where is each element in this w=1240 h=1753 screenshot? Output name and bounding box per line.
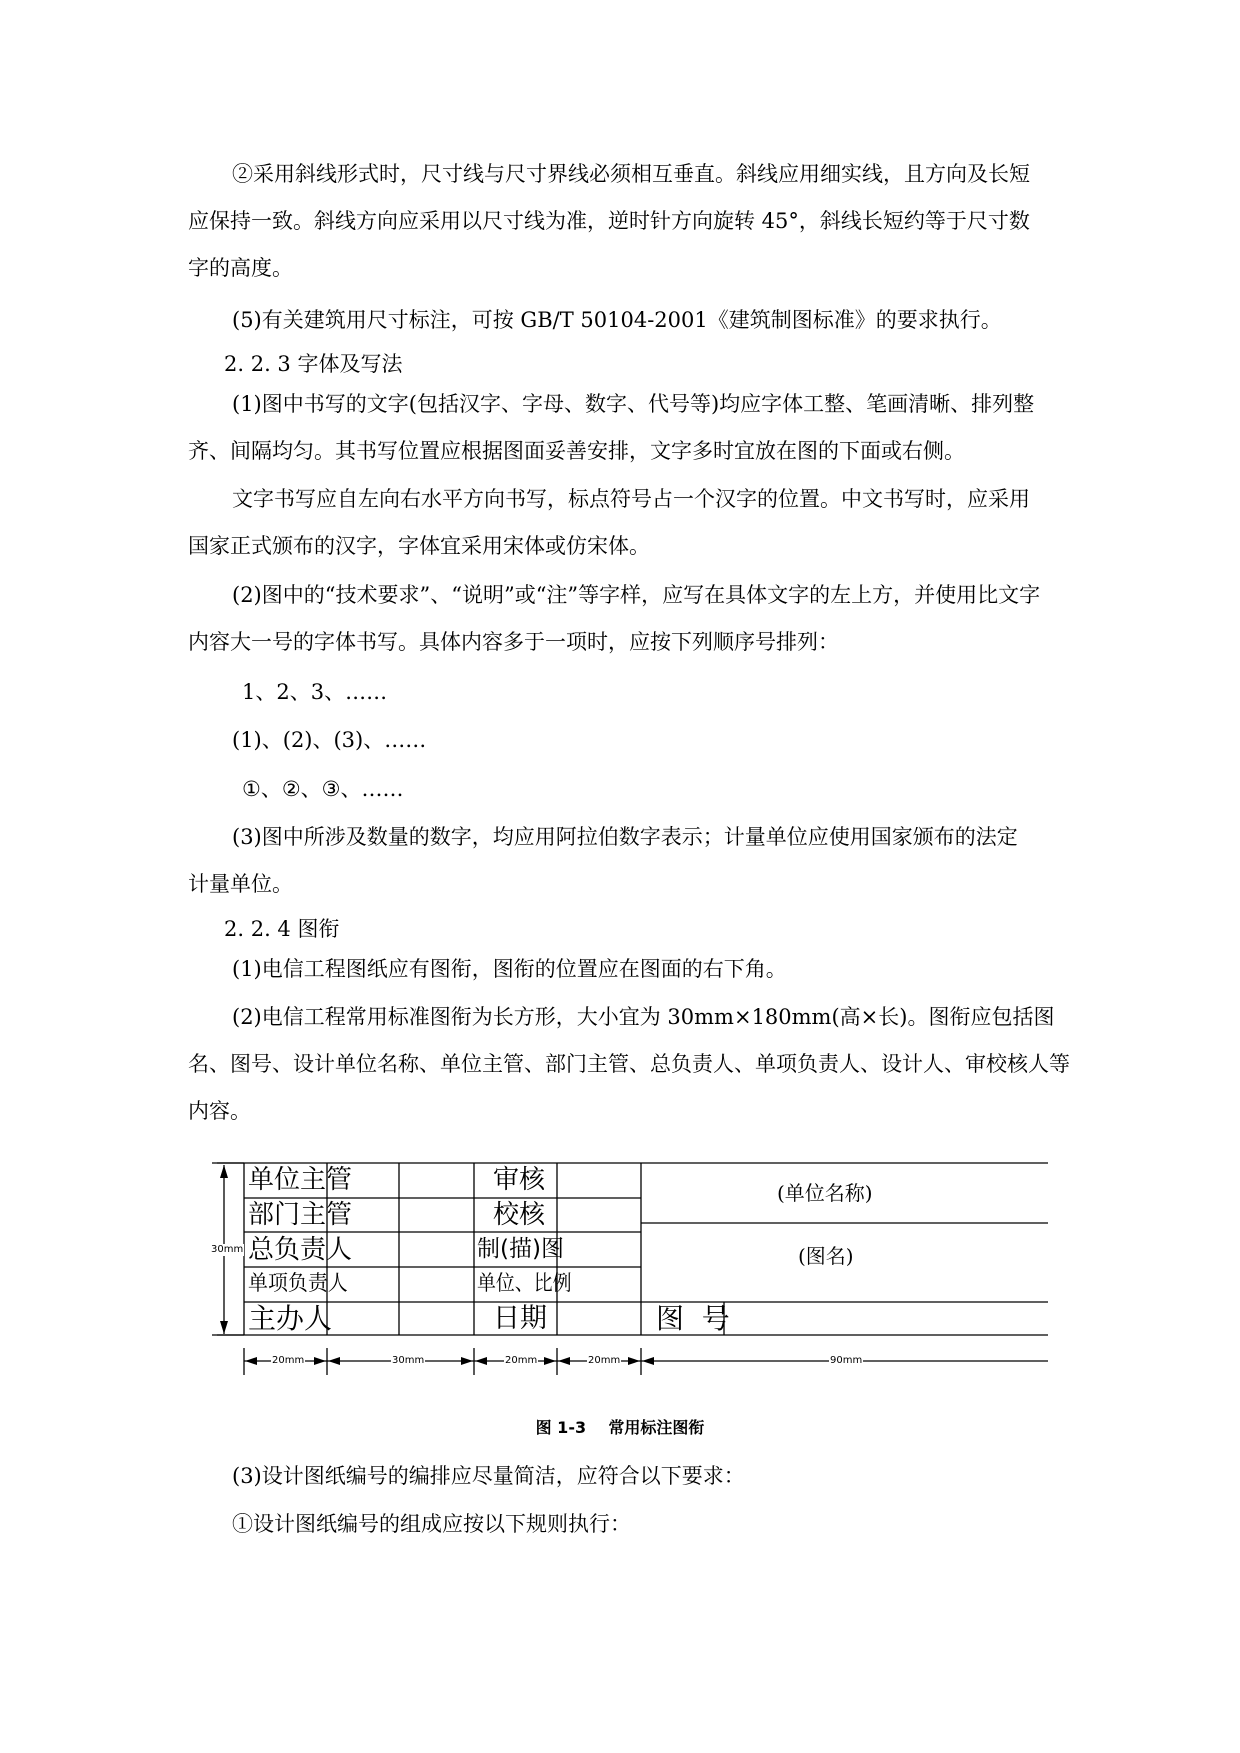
list-item: 1、2、3、……	[242, 680, 388, 704]
paragraph-line: 内容。	[188, 1099, 251, 1123]
dim-width-label: 20mm	[588, 1355, 621, 1366]
tb-cell-dept-supervisor: 部门主管	[248, 1200, 353, 1230]
paragraph-line: 字的高度。	[188, 256, 293, 280]
tb-cell-host: 主办人	[248, 1302, 333, 1335]
paragraph-line: (1)电信工程图纸应有图衔，图衔的位置应在图面的右下角。	[232, 957, 787, 981]
paragraph-line: 名、图号、设计单位名称、单位主管、部门主管、总负责人、单项负责人、设计人、审校核人等	[188, 1052, 1070, 1076]
paragraph-line: 国家正式颁布的汉字，字体宜采用宋体或仿宋体。	[188, 534, 650, 558]
tb-drawing-number-label: 图 号	[656, 1302, 730, 1335]
dim-width-label: 30mm	[392, 1355, 425, 1366]
paragraph-line: (5)有关建筑用尺寸标注，可按 GB/T 50104-2001《建筑制图标准》的要求执行。	[232, 308, 1002, 332]
tb-cell-unit-scale: 单位、比例	[477, 1271, 572, 1295]
list-item: (1)、(2)、(3)、……	[232, 728, 427, 752]
tb-cell-unit-supervisor: 单位主管	[248, 1165, 353, 1195]
tb-drawing-name: (图名)	[798, 1244, 854, 1268]
tb-unit-name: (单位名称)	[777, 1181, 873, 1205]
dim-height-label: 30mm	[211, 1244, 244, 1255]
tb-cell-review: 审核	[493, 1165, 546, 1195]
paragraph-line: 计量单位。	[188, 872, 293, 896]
paragraph-line: (2)图中的“技术要求”、“说明”或“注”等字样，应写在具体文字的左上方，并使用比文字	[232, 583, 1041, 607]
list-item: ①、②、③、……	[242, 777, 404, 801]
tb-cell-chief: 总负责人	[248, 1235, 353, 1265]
paragraph-line: 齐、间隔均匀。其书写位置应根据图面妥善安排，文字多时宜放在图的下面或右侧。	[188, 439, 965, 463]
tb-cell-draw: 制(描)图	[477, 1236, 564, 1262]
tb-cell-check: 校核	[493, 1200, 546, 1230]
dim-width-label: 90mm	[830, 1355, 863, 1366]
paragraph-line: ①设计图纸编号的组成应按以下规则执行：	[232, 1512, 631, 1536]
paragraph-line: (3)图中所涉及数量的数字，均应用阿拉伯数字表示；计量单位应使用国家颁布的法定	[232, 825, 1018, 849]
tb-cell-item-lead: 单项负责人	[248, 1271, 348, 1295]
dim-width-label: 20mm	[272, 1355, 305, 1366]
dim-width-label: 20mm	[505, 1355, 538, 1366]
section-heading: 2. 2. 4 图衔	[224, 917, 340, 941]
paragraph-line: 应保持一致。斜线方向应采用以尺寸线为准，逆时针方向旋转 45°，斜线长短约等于尺寸数	[188, 209, 1030, 233]
paragraph-line: (2)电信工程常用标准图衔为长方形，大小宜为 30mm×180mm(高×长)。图衔应包括图	[232, 1005, 1055, 1029]
paragraph-line: (1)图中书写的文字(包括汉字、字母、数字、代号等)均应字体工整、笔画清晰、排列整	[232, 392, 1035, 416]
paragraph-line: 内容大一号的字体书写。具体内容多于一项时，应按下列顺序号排列：	[188, 630, 839, 654]
paragraph-line: (3)设计图纸编号的编排应尽量简洁，应符合以下要求：	[232, 1464, 745, 1488]
paragraph-line: 文字书写应自左向右水平方向书写，标点符号占一个汉字的位置。中文书写时，应采用	[232, 487, 1030, 511]
figure-caption: 图 1-3 常用标注图衔	[535, 1418, 705, 1437]
section-heading: 2. 2. 3 字体及写法	[224, 352, 403, 376]
tb-cell-date: 日期	[493, 1303, 547, 1334]
paragraph-line: ②采用斜线形式时，尺寸线与尺寸界线必须相互垂直。斜线应用细实线，且方向及长短	[232, 162, 1030, 186]
